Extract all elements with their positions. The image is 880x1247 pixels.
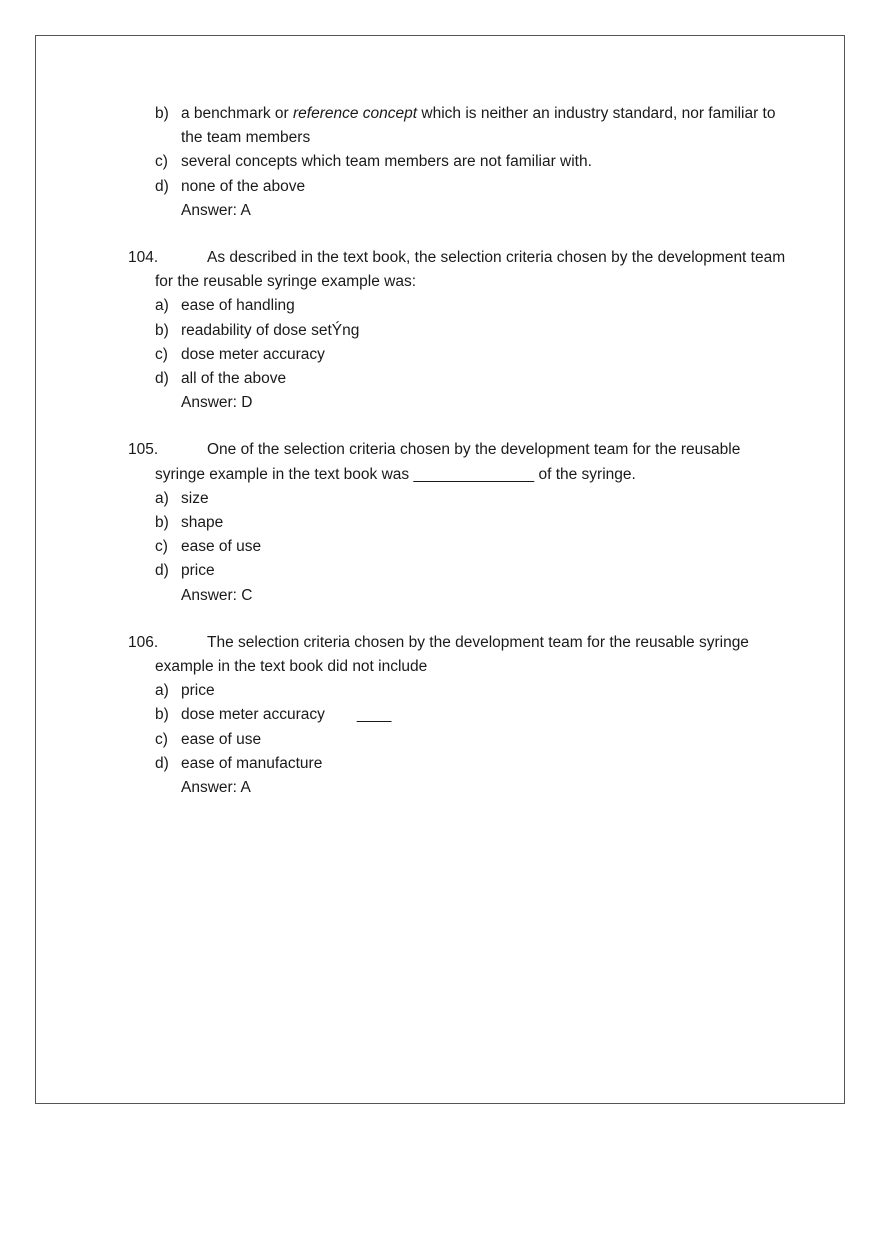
option-a	[128, 679, 788, 703]
option-d	[128, 367, 788, 391]
question-text: The selection criteria chosen by the development team for the reusable syringe example in the text book did not include	[155, 633, 749, 676]
option-d	[128, 559, 788, 583]
option-text-part: a benchmark or	[181, 105, 293, 122]
option-d	[128, 175, 788, 199]
question-number: 106.	[128, 633, 159, 651]
option-c	[128, 535, 788, 559]
answer-line: Answer: A	[181, 779, 251, 797]
question-number: 104.	[128, 249, 159, 267]
option-c	[128, 150, 788, 174]
option-text: all of the above	[181, 370, 287, 388]
option-text-part: which is neither an industry standard, nor familiar to the team members	[181, 105, 776, 147]
answer-blank: ____	[356, 706, 392, 724]
option-letter: b)	[155, 514, 169, 532]
option-b	[128, 319, 788, 343]
option-d	[128, 752, 788, 776]
option-c	[128, 343, 788, 367]
question-105	[128, 438, 788, 607]
option-b	[128, 703, 788, 727]
question-text: As described in the text book, the selection criteria chosen by the development team for the reusable syringe example was:	[155, 249, 786, 291]
question-stem	[128, 438, 788, 486]
option-letter: c)	[155, 153, 168, 171]
option-letter: b)	[155, 706, 169, 724]
option-text: dose meter accuracy	[181, 345, 325, 363]
option-text-italic: reference concept	[293, 105, 418, 122]
option-text: ease of handling	[181, 297, 295, 315]
answer-line: Answer: C	[181, 586, 253, 604]
option-text: readability of dose setÝng	[181, 321, 360, 339]
question-104	[128, 246, 788, 415]
option-text: price	[181, 562, 215, 580]
option-text: ease of use	[181, 538, 262, 556]
question-text: One of the selection criteria chosen by the development team for the reusable syringe example in the text book was ______________ of the syringe.	[155, 441, 741, 483]
option-letter: c)	[155, 730, 168, 748]
option-text: dose meter accuracy	[181, 706, 325, 724]
option-a	[128, 294, 788, 318]
option-b	[128, 511, 788, 535]
question-stem	[128, 246, 788, 294]
option-text: shape	[181, 514, 224, 532]
option-letter: c)	[155, 538, 168, 556]
option-text: several concepts which team members are not familiar with.	[181, 153, 592, 171]
option-letter: c)	[155, 345, 168, 363]
option-letter: d)	[155, 562, 169, 580]
document-body	[128, 102, 788, 800]
question-stem	[128, 631, 788, 679]
option-letter: d)	[155, 370, 169, 388]
option-text: ease of use	[181, 730, 262, 748]
option-letter: b)	[155, 321, 169, 339]
question-106	[128, 631, 788, 800]
option-a	[128, 487, 788, 511]
option-text: none of the above	[181, 177, 306, 195]
option-letter: a)	[155, 489, 169, 507]
option-text: size	[181, 489, 209, 507]
option-letter: b)	[155, 105, 169, 122]
option-letter: a)	[155, 297, 169, 315]
option-text: price	[181, 682, 215, 700]
option-letter: d)	[155, 177, 169, 195]
option-letter: a)	[155, 682, 169, 700]
option-text: ease of manufacture	[181, 754, 323, 772]
question-number: 105.	[128, 441, 159, 459]
answer-line: Answer: A	[181, 201, 251, 219]
option-c	[128, 728, 788, 752]
answer-line: Answer: D	[181, 394, 253, 412]
option-letter: d)	[155, 754, 169, 772]
question-103-continuation	[128, 102, 788, 223]
option-b	[128, 102, 788, 150]
